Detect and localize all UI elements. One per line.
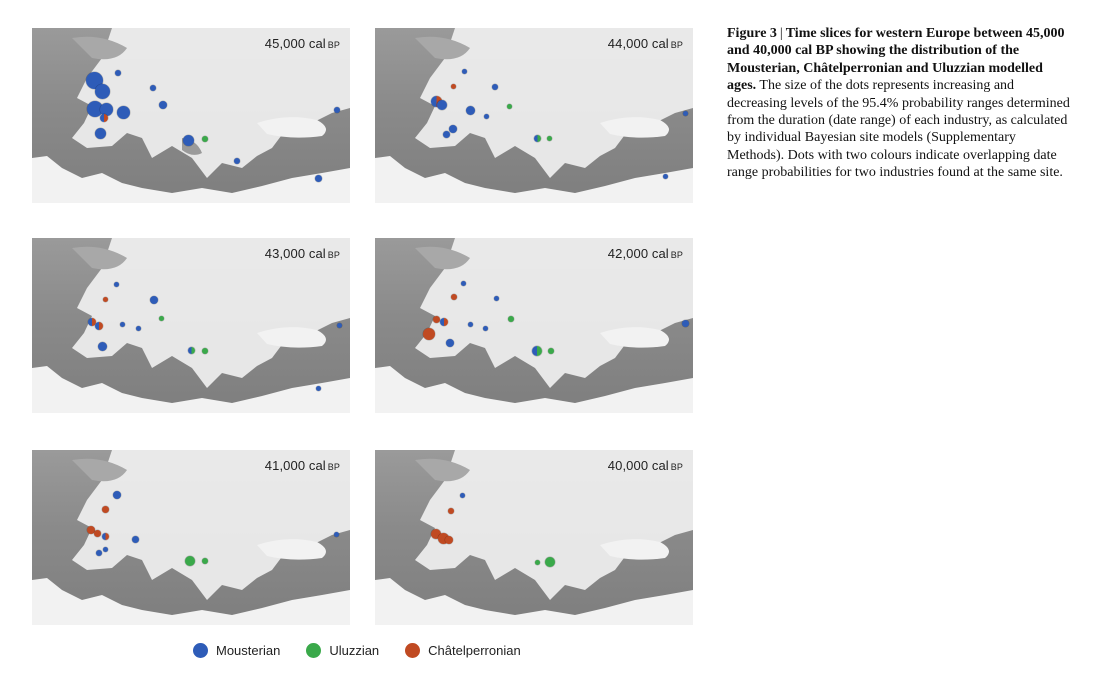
europe-map-background [32, 450, 350, 625]
europe-map-background [375, 450, 693, 625]
mousterian-site-dot [115, 70, 121, 76]
uluzzian-site-dot [547, 136, 552, 141]
mousterian-chatelperronian-site-dot [100, 114, 108, 122]
map-panel-41000 [32, 450, 350, 625]
map-panel-43000 [32, 238, 350, 413]
chatelperronian-swatch [405, 643, 420, 658]
mousterian-site-dot [96, 550, 102, 556]
mousterian-site-dot [443, 131, 450, 138]
mousterian-site-dot [234, 158, 240, 164]
mousterian-site-dot [483, 326, 488, 331]
mousterian-site-dot [132, 536, 139, 543]
mousterian-site-dot [468, 322, 473, 327]
mousterian-site-dot [494, 296, 499, 301]
chatelperronian-site-dot [448, 508, 454, 514]
uluzzian-site-dot [202, 136, 208, 142]
legend-label: Uluzzian [329, 642, 380, 658]
mousterian-site-dot [460, 493, 465, 498]
mousterian-site-dot [117, 106, 130, 119]
mousterian-site-dot [683, 111, 688, 116]
chatelperronian-site-dot [102, 506, 109, 513]
uluzzian-site-dot [159, 316, 164, 321]
mousterian-site-dot [136, 326, 141, 331]
uluzzian-swatch [306, 643, 321, 658]
uluzzian-site-dot [202, 558, 208, 564]
uluzzian-site-dot [545, 557, 555, 567]
mousterian-site-dot [95, 128, 106, 139]
europe-map-background [32, 28, 350, 203]
mousterian-site-dot [150, 296, 158, 304]
uluzzian-site-dot [508, 316, 514, 322]
caption-separator: | [779, 26, 783, 41]
mousterian-site-dot [492, 84, 498, 90]
chatelperronian-site-dot [451, 84, 456, 89]
mousterian-uluzzian-site-dot [534, 135, 541, 142]
mousterian-swatch [193, 643, 208, 658]
mousterian-site-dot [337, 323, 342, 328]
mousterian-site-dot [113, 491, 121, 499]
mousterian-site-dot [103, 547, 108, 552]
time-slice-label: 41,000 cal BP [264, 458, 340, 473]
map-panel-42000 [375, 238, 693, 413]
mousterian-chatelperronian-site-dot [95, 322, 103, 330]
uluzzian-site-dot [202, 348, 208, 354]
uluzzian-site-dot [548, 348, 554, 354]
mousterian-site-dot [334, 107, 340, 113]
mousterian-site-dot [663, 174, 668, 179]
uluzzian-site-dot [185, 556, 195, 566]
mousterian-site-dot [120, 322, 125, 327]
time-slice-label: 45,000 cal BP [264, 36, 340, 51]
chatelperronian-site-dot [433, 316, 440, 323]
mousterian-site-dot [449, 125, 457, 133]
mousterian-site-dot [466, 106, 475, 115]
mousterian-chatelperronian-site-dot [440, 318, 448, 326]
legend-label: Mousterian [216, 642, 281, 658]
mousterian-site-dot [183, 135, 194, 146]
map-panel-40000 [375, 450, 693, 625]
chatelperronian-site-dot [451, 294, 457, 300]
mousterian-site-dot [95, 84, 110, 99]
europe-map-background [32, 238, 350, 413]
mousterian-site-dot [461, 281, 466, 286]
time-slice-label: 43,000 cal BP [264, 246, 340, 261]
europe-map-background [375, 28, 693, 203]
map-panel-45000 [32, 28, 350, 203]
time-slice-label: 42,000 cal BP [607, 246, 683, 261]
legend-item-uluzzian [306, 643, 379, 658]
mousterian-site-dot [114, 282, 119, 287]
mousterian-site-dot [98, 342, 107, 351]
figure-label: Figure 3 [727, 26, 777, 41]
time-slice-label: 40,000 cal BP [607, 458, 683, 473]
figure-body: The size of the dots represents increasing and decreasing levels of the 95.4% probability ranges determined from the duration (date range) of each industry, as calculated by individual Bayesian site models (Supplementary Methods). Dots with two colours indicate overlapping date range probabilities for two industries found at the same site. [727, 78, 1070, 181]
legend-item-chatelperronian [405, 643, 521, 658]
uluzzian-site-dot [507, 104, 512, 109]
mousterian-site-dot [437, 100, 447, 110]
mousterian-site-dot [159, 101, 167, 109]
legend-item-mousterian [193, 643, 280, 658]
mousterian-chatelperronian-site-dot [102, 533, 109, 540]
chatelperronian-site-dot [94, 530, 101, 537]
figure-caption [727, 25, 1072, 182]
mousterian-site-dot [462, 69, 467, 74]
mousterian-uluzzian-site-dot [188, 347, 195, 354]
legend [193, 640, 521, 660]
mousterian-site-dot [316, 386, 321, 391]
europe-map-background [375, 238, 693, 413]
time-slice-label: 44,000 cal BP [607, 36, 683, 51]
legend-label: Châtelperronian [428, 642, 521, 658]
uluzzian-site-dot [535, 560, 540, 565]
map-panel-44000 [375, 28, 693, 203]
mousterian-site-dot [682, 320, 689, 327]
mousterian-site-dot [150, 85, 156, 91]
figure-title: Time slices for western Europe between 45,000 and 40,000 cal BP showing the distribution of the Mousterian, Châtelperronian and Uluzzian modelled ages. [727, 26, 1065, 94]
mousterian-site-dot [334, 532, 339, 537]
mousterian-site-dot [315, 175, 322, 182]
chatelperronian-site-dot [423, 328, 435, 340]
mousterian-site-dot [446, 339, 454, 347]
mousterian-site-dot [484, 114, 489, 119]
chatelperronian-site-dot [445, 536, 453, 544]
mousterian-uluzzian-site-dot [532, 346, 542, 356]
chatelperronian-site-dot [103, 297, 108, 302]
